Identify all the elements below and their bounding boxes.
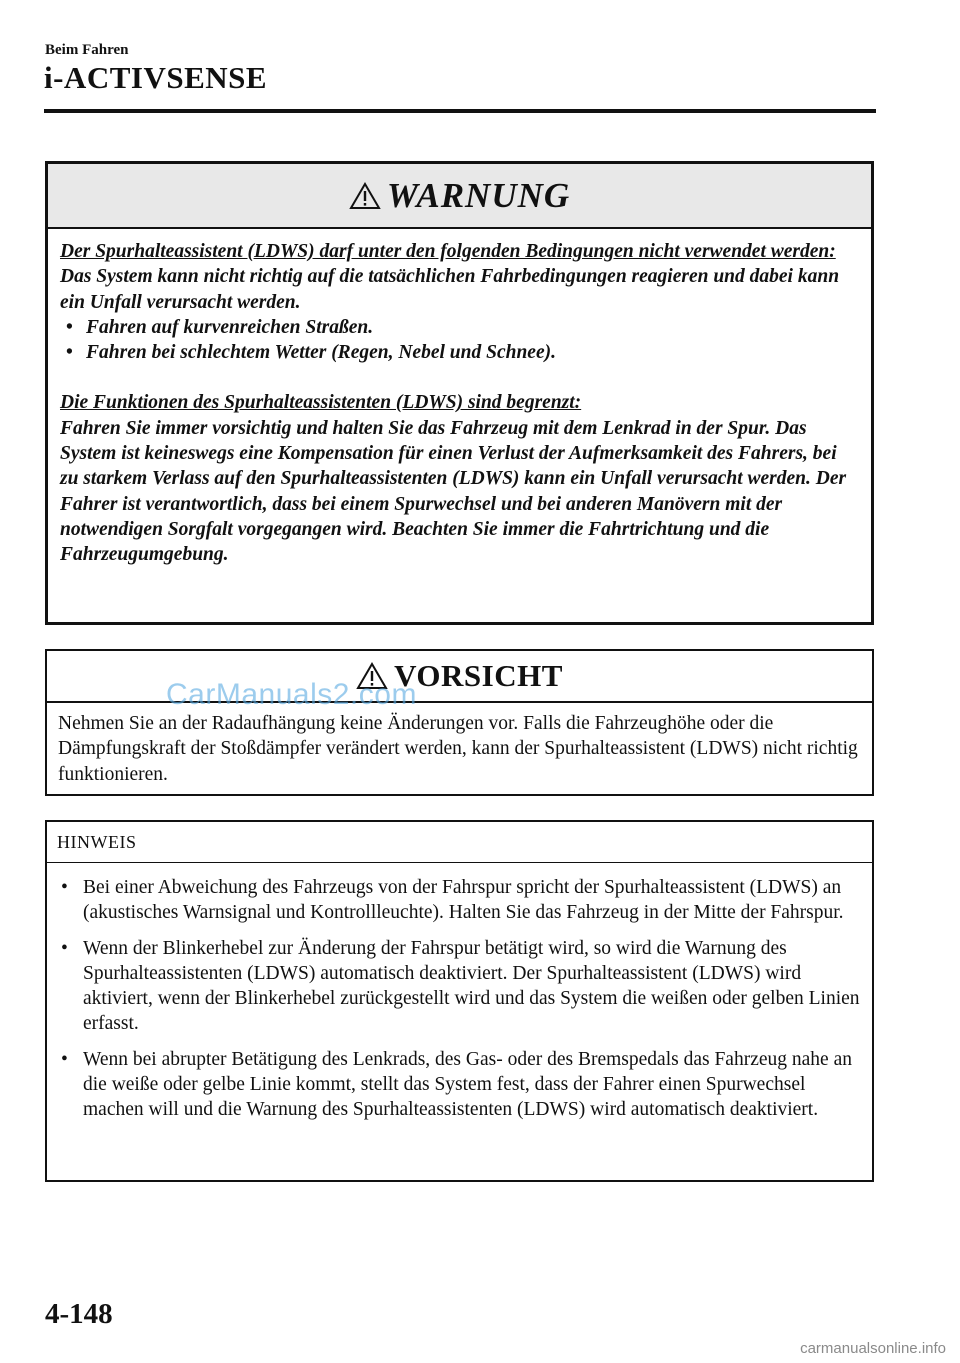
list-item: • Wenn der Blinkerhebel zur Änderung der Fahrspur betätigt wird, so wird die Warnung des Spurhalteassistenten (LDWS) automatisch deaktiviert. Der Spurhalteassistent (LDWS) wird aktiviert, wenn der Blinkerhebel zurückgestellt wird und das System die weißen oder gelben Linien erfasst. bbox=[61, 937, 860, 1035]
warning-heading-1: Der Spurhalteassistent (LDWS) darf unter den folgenden Bedingungen nicht verwendet werden: bbox=[60, 241, 836, 262]
chapter-title: i-ACTIVSENSE bbox=[44, 60, 268, 95]
footer-watermark: carmanualsonline.info bbox=[800, 1340, 946, 1357]
page-number: 4-148 bbox=[45, 1298, 113, 1330]
bullet-icon: • bbox=[61, 1048, 68, 1070]
note-title: HINWEIS bbox=[47, 822, 872, 863]
section-label: Beim Fahren bbox=[45, 42, 129, 58]
warning-text-2: Fahren Sie immer vorsichtig und halten Sie das Fahrzeug mit dem Lenkrad in der Spur. Das System ist keineswegs eine Kompensation für einen Verlust der Aufmerksamkeit des Fahrers, bei zu starkem Verlass auf den Spurhalteassistenten (LDWS) kann ein Unfall verursacht werden. Der Fahrer ist verantwortlich, dass bei einem Spurwechsel und bei anderen Manövern mit der notwendigen Sorgfalt vorgegangen wird. Beachten Sie immer die Fahrtrichtung und die Fahrzeugumgebung. bbox=[60, 417, 847, 566]
bullet-icon: • bbox=[61, 877, 68, 898]
caution-body bbox=[47, 703, 872, 787]
list-item: • Bei einer Abweichung des Fahrzeugs von der Fahrspur spricht der Spurhalteassistent (LDWS) an (akustisches Warnsignal und Kontrollleuchte). Halten Sie das Fahrzeug in der Mitte der Fahrspur. bbox=[61, 877, 844, 924]
list-item: • Fahren auf kurvenreichen Straßen. bbox=[60, 315, 859, 340]
watermark: CarManuals2.com bbox=[166, 678, 417, 711]
caution-box bbox=[45, 649, 874, 796]
bullet-icon: • bbox=[61, 937, 68, 959]
warning-title: WARNUNG bbox=[386, 175, 571, 215]
warning-box bbox=[45, 161, 874, 625]
warning-triangle-icon bbox=[349, 182, 381, 210]
warning-body bbox=[48, 229, 871, 568]
list-item: • Fahren bei schlechtem Wetter (Regen, Nebel und Schnee). bbox=[60, 340, 859, 365]
warning-heading-2: Die Funktionen des Spurhalteassistenten (LDWS) sind begrenzt: bbox=[60, 392, 582, 414]
header-divider bbox=[44, 109, 876, 113]
warning-bullet-list bbox=[60, 315, 859, 366]
list-item: • Wenn bei abrupter Betätigung des Lenkrads, des Gas- oder des Bremspedals das Fahrzeug nahe an die weiße oder gelbe Linie kommt, stellt das System fest, dass der Fahrer einen Spurwechsel machen will und die Warnung des Spurhalteassistenten (LDWS) wird automatisch deaktiviert. bbox=[61, 1048, 852, 1121]
note-list bbox=[61, 875, 860, 1123]
bullet-icon: • bbox=[66, 342, 73, 364]
note-body bbox=[47, 863, 872, 1123]
bullet-icon: • bbox=[66, 316, 73, 338]
caution-text: Nehmen Sie an der Radaufhängung keine Änderungen vor. Falls die Fahrzeughöhe oder die Dämpfungskraft der Stoßdämpfer verändert werden, kann der Spurhalteassistent (LDWS) nicht richtig funktionieren. bbox=[58, 713, 858, 785]
note-box bbox=[45, 820, 874, 1182]
warning-header bbox=[48, 164, 871, 229]
caution-title: VORSICHT bbox=[394, 658, 563, 693]
warning-text-1: Das System kann nicht richtig auf die tatsächlichen Fahrbedingungen reagieren und dabei kann ein Unfall verursacht werden. bbox=[60, 266, 840, 313]
